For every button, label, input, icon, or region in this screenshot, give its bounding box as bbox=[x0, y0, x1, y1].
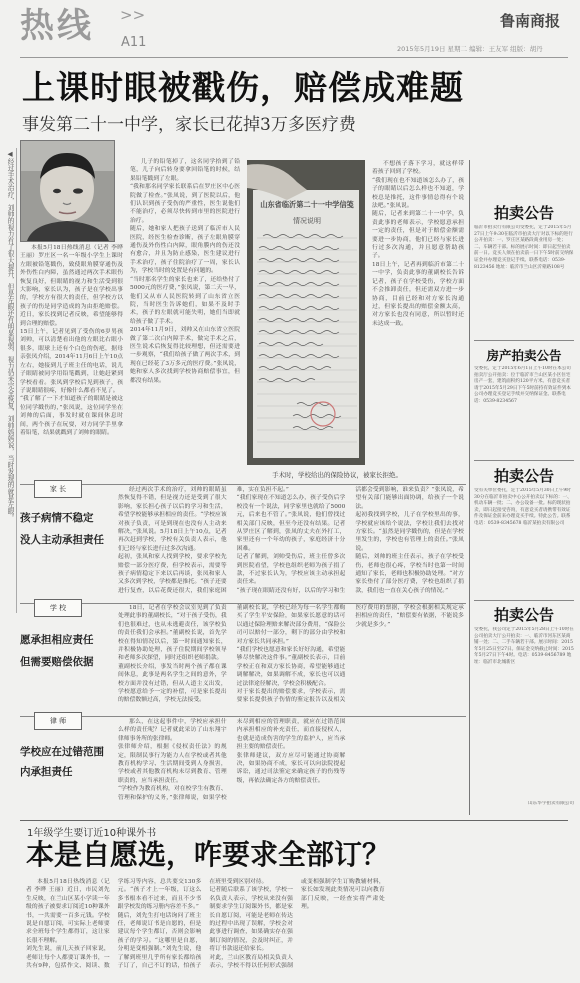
main-subheadline: 事发第二十一中学，家长已花掉3万多医疗费 bbox=[22, 115, 356, 135]
letter-subtitle: 情况说明 bbox=[293, 217, 321, 225]
ad-rule-2 bbox=[474, 460, 574, 461]
article1-col2 bbox=[130, 158, 240, 484]
school-text bbox=[118, 604, 464, 710]
side-strip-rule bbox=[16, 148, 17, 613]
page-number: A11 bbox=[121, 35, 147, 50]
letter-photo bbox=[247, 160, 365, 465]
lawyer-point-1: 学校应在过错范围 bbox=[20, 746, 104, 758]
article2-kicker: 1年级学生要订近10种课外书 bbox=[27, 828, 157, 839]
section-arrows: >> bbox=[120, 6, 146, 24]
article1-col1-text: 本报5月18日热线消息（记者 李晔 王丽）罗庄区一名一年级小学生上课时左眼被铅笔戳伤，致使眼角膜穿通伤及外伤性白内障，虽然通过两次手术眼伤恢复良好，但眼睛的视力和生活受到很大影响，家长认为，孩子是在学校出事的，学校方有很大的责任，但学校方以孩子的伤是同学造成的为由拒绝赔偿。近日，家长找到记者反映，希望能够得到合理的赔偿。 15日上午，记者见到了受伤的6岁男孩刘帅，可以清楚看出他的左眼比右眼小很多，眼球上还有个白色的伤疤，据母亲张凤介绍，2014年11月6日上午10点左右，她接到儿子班主任的电话，说儿子眼睛被同学用铅笔戳到，让她赶紧到学校看看。张凤到学校后见到孩子，孩子说眼睛很疼，好像什么都看不见了。 “我了解了一下才知道孩子的眼睛是被这位同学戳伤的，”张凤说，这位同学坐在刘帅的后面，事发时就在课间休息时间，两个孩子在玩耍，对方同学手里拿着铅笔，结果就戳到了刘帅的眼睛。 bbox=[20, 245, 123, 436]
section-rule-3 bbox=[20, 716, 466, 717]
section-rule-1 bbox=[20, 484, 466, 485]
ad1-box bbox=[474, 202, 574, 337]
ad3-title: 拍卖公告 bbox=[493, 467, 554, 485]
side-caption-text: ◀经过手术治疗，刘帅的视力有了很大提升，但是左眼还有明显视弱，视力仍未完全恢复，刘帅妈妈说，当时发现的就是左眼。 bbox=[6, 150, 14, 521]
main-headline: 上课时眼被戳伤，赔偿成难题 bbox=[22, 68, 464, 107]
lawyer-point-2: 内承担责任 bbox=[20, 766, 73, 778]
school-point-2: 但需要赔偿依据 bbox=[20, 656, 94, 668]
boy-photo bbox=[20, 140, 115, 242]
article1-col2-text: 儿子的铅笔掉了，这名同学拾到了铅笔，儿子向后转身要拿回铅笔的时候，结果铅笔戳到了左眼。 “我和那名同学家长联系后在罗庄区中心医院做了检查。”张凤说，到了医院以后，他们认识到孩子受伤的严重性，医生说他们不能治疗，必须尽快转到市里的医院进行治疗。 随后，她和家人把孩子送到了临沂市人民医院，经医生检查诊断，孩子左眼角膜穿通伤及外伤性白内障，眼角膜内的伤还没有愈合，并且为防止感染，医生建议进行手术治疗，孩子住院治疗了一周，家长认为，学校当时的处置是有问题的。 “当时那名学生的家长也来了，还给垫付了5000元的医疗费，”张凤说，第二天一早，他们又从市人民医院转到了山东省立医院，当时医生告诉她们，如果不及时手术，孩子的左眼就可能失明，她们当即就给孩子做了手术。 2014年11月9日，刘帅又在山东省立医院做了第二次白内障手术，做完手术之后，医生说术后恢复得比较理想，但还需要进一步观察，“我们给孩子做了两次手术，到现在已经花了3万多元的医疗费。”张凤说，她和家人多次找到学校协商赔偿事宜，但都没有结果。 bbox=[130, 159, 240, 384]
parents-point-1: 孩子病情不稳定 bbox=[20, 512, 94, 524]
letter-title: 山东省临沂第二十一中学信笺 bbox=[260, 200, 354, 209]
school-point-1: 愿承担相应责任 bbox=[20, 634, 94, 646]
article1-col3 bbox=[372, 160, 464, 462]
article2-headline: 本是自愿选，咋要求全部订？ bbox=[26, 838, 391, 871]
article1-col1 bbox=[20, 244, 123, 484]
ads-column bbox=[474, 160, 574, 815]
ad3-box bbox=[474, 465, 574, 595]
school-paragraphs: 18日，记者在学校会议室见到了负责处理此事的董副校长，“对于孩子受伤，我们也很难过，也从未逃避责任，该学校负的责任我们会承担。”董副校长说，首先学校在得知情况以后，第一时间通知家长，并积极协助处理，孩子住院期间学校领导和老师多次探望，同时还组织老师捐款。 董副校长介绍，事发当时两个孩子都在课间休息，此事是两名学生之间的意外，学校方面并没有过错，但从人道主义出发，学校愿意给予一定的补偿，可是家长提出的赔偿数额过高，学校无法接受。 董副校长说，学校已经为每一名学生都购买了学生平安保险，如果家长愿意的话可以通过保险理赔来解决部分费用，“保险公司可以赔付一部分，剩下的部分由学校和对方家长共同承担。” “我们学校也愿意和家长好好沟通，希望能够尽快解决这件事。”董副校长表示，目前学校正在和双方家长协商，希望能够通过调解解决，如果调解不成，家长也可以通过法律途径解决，学校会积极配合。 对于家长提出的赔偿要求，学校表示，需要家长提供孩子伤情的鉴定报告以及相关医疗费用的票据，学校会根据相关规定承担相应的责任，“赔偿要有依据，不能说多少就是多少。” bbox=[118, 605, 464, 704]
ad1-title: 拍卖公告 bbox=[493, 204, 554, 222]
article2-body bbox=[26, 878, 568, 978]
ad-footer: 山东华宇拍卖有限公司 bbox=[528, 801, 574, 806]
ad4-box bbox=[474, 604, 574, 809]
lawyer-text bbox=[118, 718, 464, 810]
ad1-text: 临沂市拍卖行有限公司受委托，定于2015年5月27日上午9:30在临沂市拍卖大厅对以下标的进行公开拍卖：一、罗庄区某路段商业用房一处；二、车辆若干部。标的展示时间：即日起至拍卖前一日。竞买人须在拍卖前一日下午5时前交纳保证金并办理竞买登记手续。联系电话：0539-8123456 地址：临沂市兰山区沂蒙路108号 bbox=[474, 225, 574, 270]
side-caption-strip bbox=[5, 150, 14, 610]
article1-col3-text: 不想孩子落下学习，就这样带着孩子回到了学校。 “我们现在也不知道该怎么办了，孩子的眼睛以后怎么样也不知道，学校总是推托，这件事情总得有个说法吧。”张凤说。 随后，记者来到第二十一中学，负责此事的老师表示，学校愿意承担一定的责任，但是对于赔偿金额需要进一步协商，他们已经与家长进行过多次沟通，并且愿意帮助孩子。 18日上午，记者再到临沂市第二十一中学，负责此事的董副校长告诉记者，孩子在学校受伤，学校方面不会推卸责任，但还需双方进一步协商，目前已经和对方家长沟通过，但家长提出的赔偿金额太高，对方家长也没有同意，所以暂时还未达成一致。 bbox=[372, 161, 464, 327]
page-header bbox=[0, 0, 580, 58]
lawyer-paragraphs: 那么，在这起事件中，学校应承担什么样的责任呢？记者就此采访了山东翔宇律师事务所的张律师。 张律师介绍，根据《侵权责任法》的规定，限制民事行为能力人在学校或者其他教育机构学习、生活期间受到人身损害，学校或者其他教育机构未尽到教育、管理职责的，应当承担责任。 “学校作为教育机构，对在校学生有教育、管理和保护的义务，”张律师说，如果学校未尽到相应的管理职责，就应在过错范围内承担相应的补充责任，而直接侵权人，也就是造成伤害的学生的监护人，应当承担主要的赔偿责任。 张律师建议，双方应尽可能通过协商解决，如果协商不成，家长可以向法院提起诉讼，通过司法鉴定来确定孩子的伤残等级，再依法确定各方的赔偿责任。 bbox=[118, 719, 346, 801]
ads-divider bbox=[469, 160, 470, 815]
ad4-text: 受委托，我公司定于2015年5月28日上午10时在公司拍卖大厅公开拍卖：一、临沂市河东区某商铺一处；二、二手车辆若干部。展示时间：2015年5月25日至27日。保证金交纳截止时间：2015年5月27日下午4时。电话：0539-8456789 地址：临沂市北城新区 bbox=[474, 627, 574, 665]
parents-point-2: 没人主动承担责任 bbox=[20, 534, 104, 546]
header-rule bbox=[20, 57, 568, 58]
ad2-text: 受委托，定于2015年6月1日上午10时在本公司拍卖厅公开拍卖：位于临沂市兰山区某小区住宅房产一套，建筑面积约120平方米。有意竞买者请于2015年5月29日下午5时前持有效证件到本公司办理竞买登记手续并交纳保证金。联系电话：0539-8234567 bbox=[474, 366, 571, 404]
ad2-box bbox=[474, 346, 574, 456]
paper-name: 鲁南商报 bbox=[500, 12, 561, 30]
section-label-lawyer: 律 师 bbox=[34, 712, 82, 730]
ad3-text: 受有关单位委托，定于2015年5月30日上午9时30分在临沂市拍卖中心公开拍卖以下标的：一、机动车辆一批；二、办公设备一批。标的现状拍卖，即日起接受咨询，有意竞买者请携带有效证件及保证金前来办理竞买手续。特此公告。联系电话：0539-8345678 临沂某拍卖有限公司 bbox=[474, 488, 572, 526]
section-label-school: 学 校 bbox=[34, 599, 82, 617]
parents-paragraphs: 经过两次手术的治疗，刘帅的眼睛虽然恢复得不错，但是视力还是受到了很大影响，家长担心孩子以后的学习和生活，希望学校能够承担相应的责任。“学校应该对孩子负责，可是到现在也没有人主动来解决，”张凤说。5月18日上午10点，记者再次赶到学校，学校有关负责人表示，他们已经与家长进行过多次沟通。 起初，张凤和家人找到学校，要求学校先赔偿一部分医疗费，但学校表示，需要等孩子病情稳定下来以后再谈，张凤和家人又多次到学校，学校都是推托。“孩子还要进行复查，以后花费还很大，我们家庭困难，实在负担不起。” “我们家现在不知道怎么办，孩子受伤后学校没有一个说法，同学家里也就给了5000元，后来也不管了。”张凤说，他们曾找过相关部门反映，但至今还没有结果。记者从罗庄区了解到，张凤的丈夫在外打工，家里还有一个年幼的孩子，家庭经济十分困难。 记者了解到，刘帅受伤后，班主任曾多次到医院看望，学校也组织老师为孩子捐了款，不过家长认为，学校应该主动承担起责任来。 “孩子现在眼睛还没有好，以后的学习和生活都会受到影响，谁来负责？”张凤说，希望有关部门能够出面协调，给孩子一个说法。 起初我找到学校，儿子在学校里出的事，学校就应该给个说法，学校让我们去找对方家长。“虽然是同学戳伤的，但是在学校里发生的，学校也有管理上的责任。”张凤说。 随后，刘帅的班主任表示，孩子在学校受伤，老师也很心疼，学校当时也第一时间通知了家长，老师也积极协助处理。“对方家长垫付了部分医疗费，学校也组织了捐款，我们也一直在关心孩子的情况。” bbox=[118, 487, 464, 594]
section-label-parents: 家 长 bbox=[34, 480, 82, 498]
article2-top-rule bbox=[20, 820, 568, 821]
ad-rule-3 bbox=[474, 600, 574, 601]
ad2-title: 房产拍卖公告 bbox=[486, 348, 562, 363]
ad-rule-1 bbox=[474, 340, 574, 341]
article2-paragraphs: 本报5月18日热线消息（记者 李晔 王丽）近日，市民刘先生反映，在兰山区某小学读一年级的孩子被要求订阅近10种课外书，一共需要一百多元钱。学校说是自愿订阅，可实际上老师要求全班每个学生都得订，这让家长很不理解。 刘先生说，前几天孩子回家说，老师让每个人都要订课外书，一共有9种，包括作文、阅读、数学练习等内容，总共要交130多元。“孩子才上一年级，订这么多书根本看不过来，而且不少书跟学校发的练习册内容差不多。” 随后，刘先生打电话询问了班主任，老师说订书是自愿的，但是建议每个学生都订，否则会影响孩子的学习。“这哪里是自愿，分明是变相强制。”刘先生说，他了解到班里几乎所有家长都给孩子订了，自己不订的话，怕孩子在班里受到区别对待。 记者随后联系了该学校，学校一名负责人表示，学校从来没有强制要求学生订阅课外书，都是家长自愿订阅，可能是老师在传达的过程中出现了误解，学校会对此事进行调查，如果确实存在强制订阅的情况，会及时纠正，并将订书款退还给家长。 对此，兰山区教育局相关负责人表示，学校不得以任何形式强制或变相强制学生订购教辅材料，家长如发现此类情况可以向教育部门反映，一经查实将严肃处理。 bbox=[26, 879, 385, 970]
section-title: 热线 bbox=[20, 6, 94, 46]
photo-caption: 手术时，学校给出的保险协议，被家长拒绝。 bbox=[272, 471, 402, 479]
issue-meta: 2015年5月19日 星期二 编辑：王友军 组版：胡丹 bbox=[397, 45, 543, 53]
ad4-title: 拍卖公告 bbox=[493, 606, 554, 624]
letter-handwriting bbox=[257, 230, 357, 455]
parents-text bbox=[118, 486, 464, 596]
